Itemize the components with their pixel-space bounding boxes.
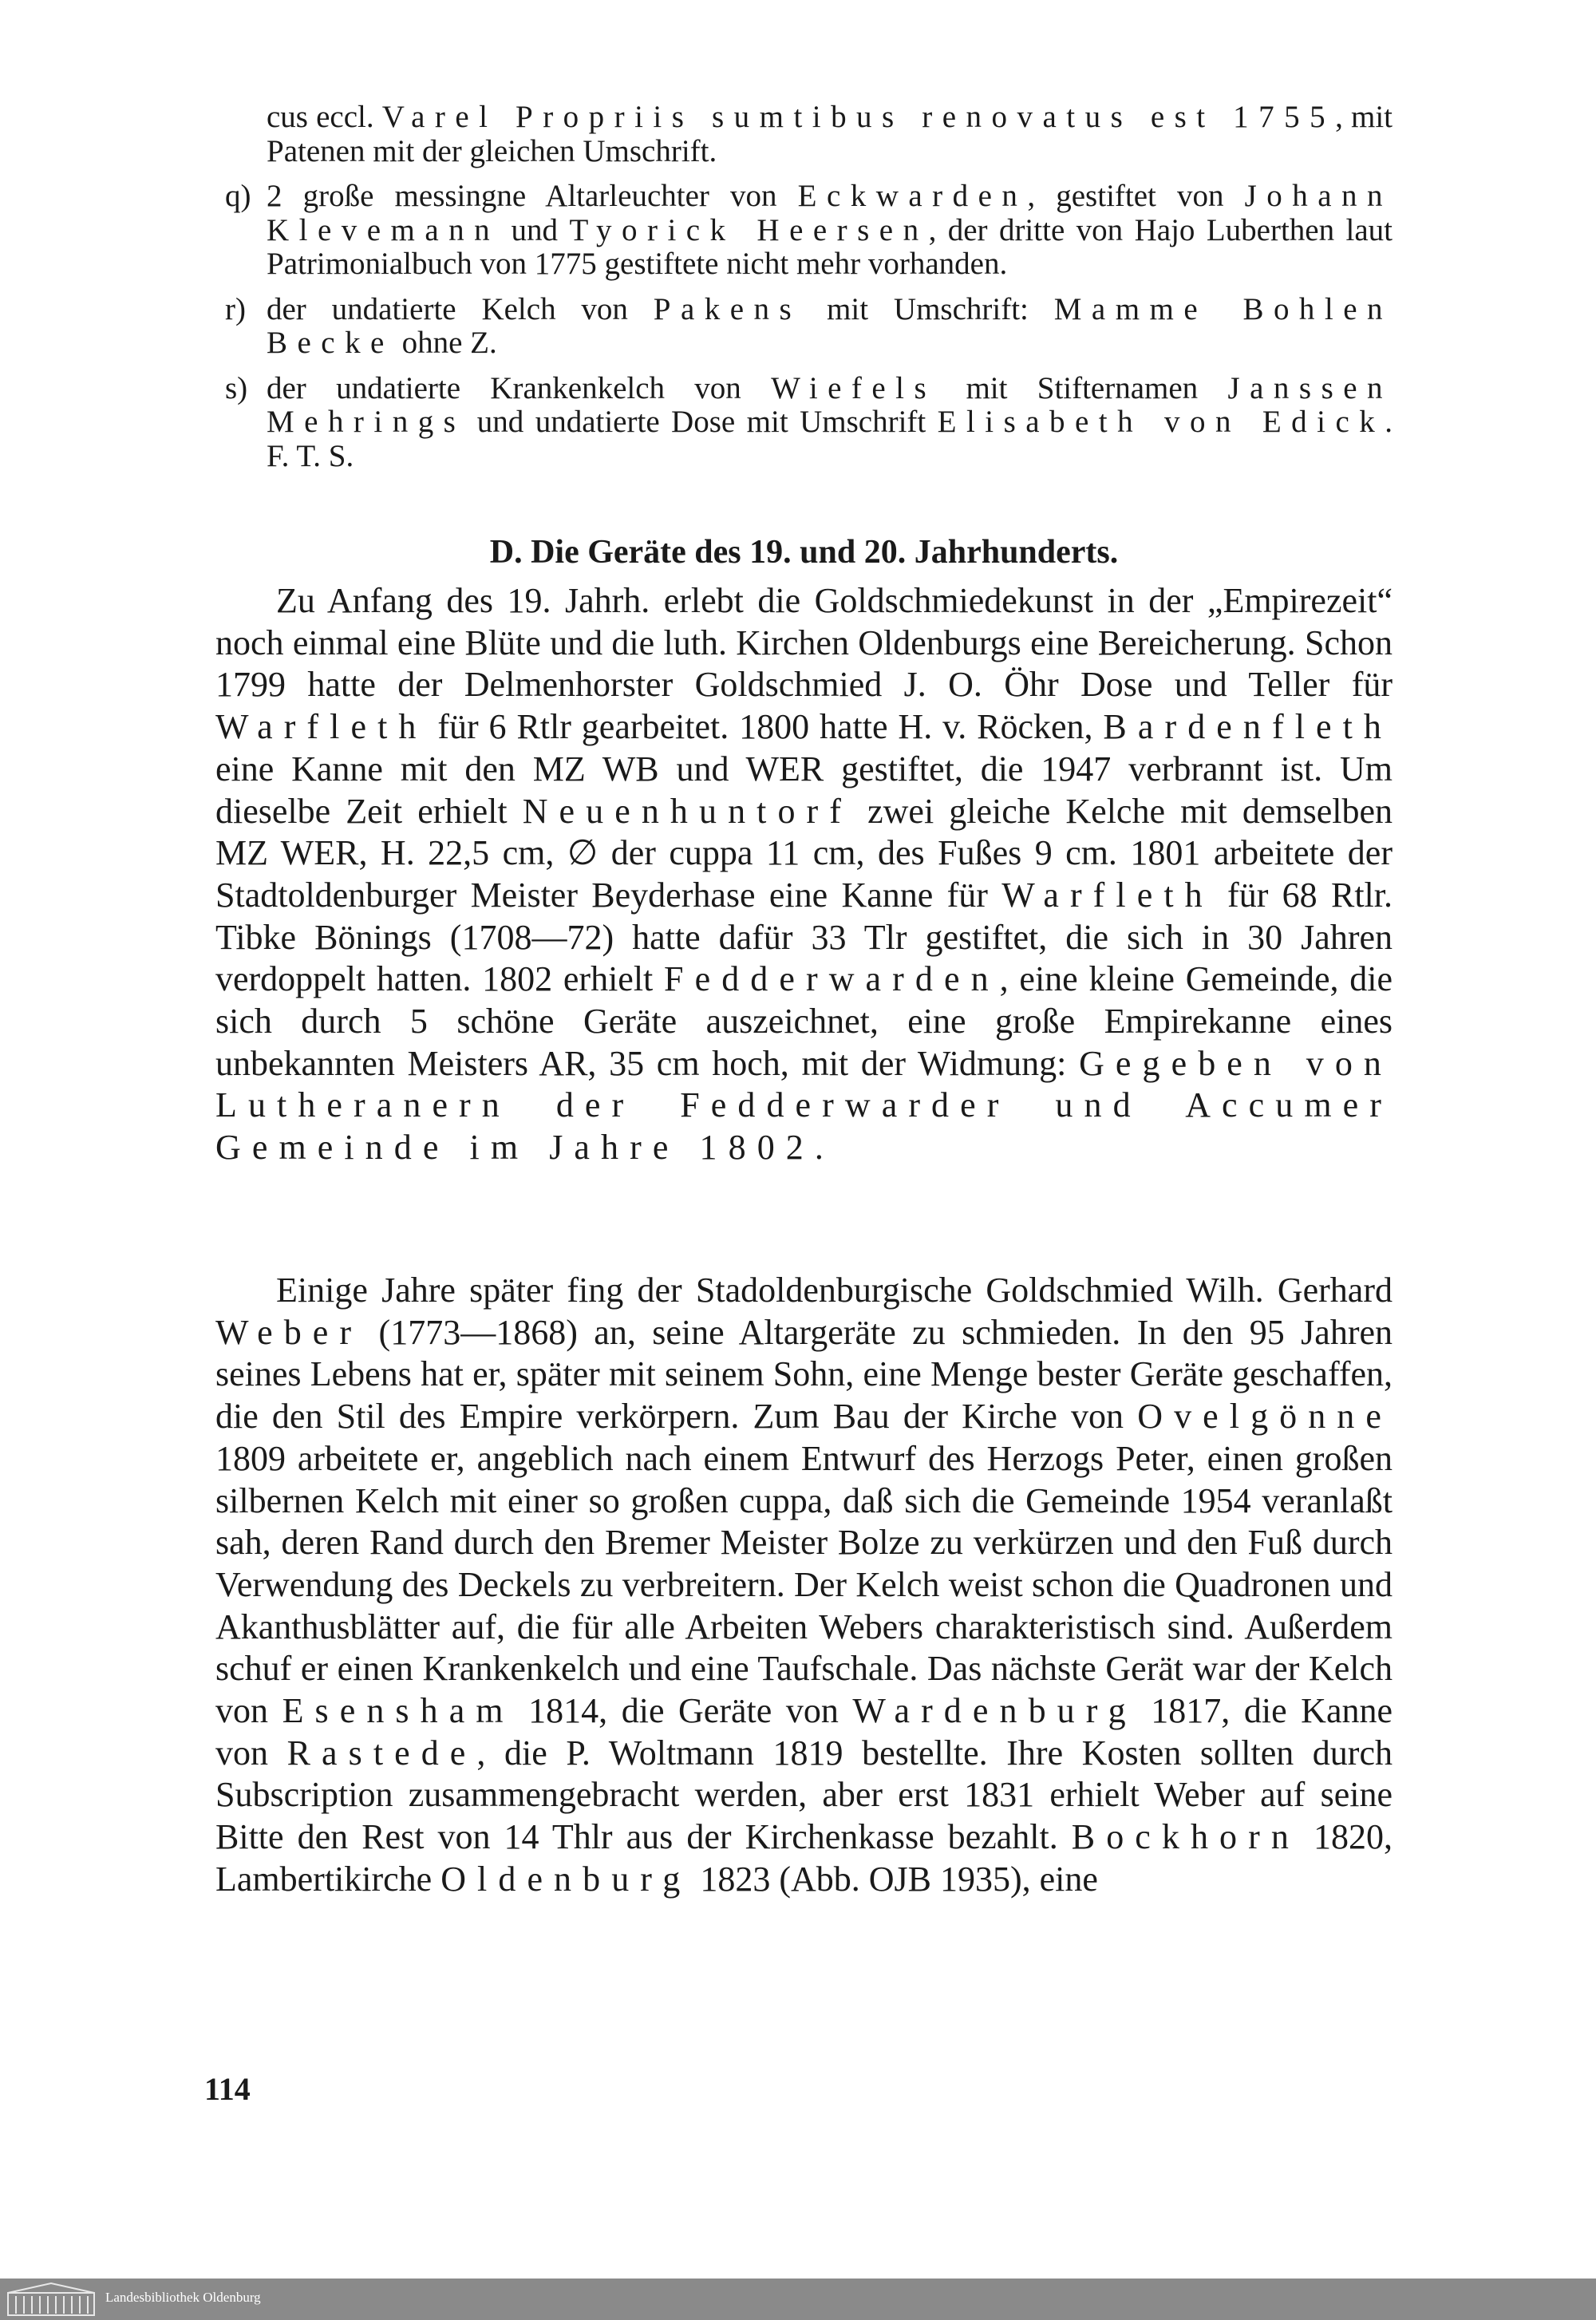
paragraph-1-text: Zu Anfang des 19. Jahrh. erlebt die Goldschmiedekunst in der „Empirezeit“ noch einmal eine Blüte und die luth. Kirchen Oldenburgs eine Bereicherung. Schon 1799 hatte der Delmenhorster Goldschmied J. O. Öhr Dose und Teller für Warfleth für 6 Rtlr gearbeitet. 1800 hatte H. v. Röcken, Bardenfleth eine Kanne mit den MZ WB und WER gestiftet, die 1947 verbrannt ist. Um dieselbe Zeit erhielt Neuenhuntorf zwei gleiche Kelche mit demselben MZ WER, H. 22,5 cm, ∅ der cuppa 11 cm, des Fußes 9 cm. 1801 arbeitete der Stadtoldenburger Meister Beyderhase eine Kanne für Warfleth für 68 Rtlr. Tibke Bönings (1708—72) hatte dafür 33 Tlr gestiftet, die sich in 30 Jahren verdoppelt hatten. 1802 erhielt Fedderwarden, eine kleine Gemeinde, die sich durch 5 schöne Geräte auszeichnet, eine große Empirekanne eines unbekannten Meisters AR, 35 cm hoch, mit der Widmung: Gegeben von Lutheranern der Fedderwarder und Accumer Gemeinde im Jahre 1802. [215,581,1393,1168]
list-item-marker: r) [225,291,246,326]
inventory-list [215,101,1393,484]
list-item-text: der undatierte Krankenkelch von Wiefels mit Stifternamen Janssen Mehrings und undatierte Dose mit Umschrift Elisabeth von Edick. F. T. S. [267,370,1393,473]
library-footer-bar [0,2279,1596,2320]
list-item [215,180,1393,282]
page-number: 114 [204,2071,251,2107]
list-item [215,101,1393,168]
section-heading: D. Die Geräte des 19. und 20. Jahrhunderts. [489,534,1119,571]
footer-library-name: Landesbibliothek Oldenburg [105,2290,261,2305]
paragraph-2 [215,1270,1393,1901]
list-item-marker: s) [225,370,248,405]
paragraph-1 [215,580,1393,1169]
list-item [215,372,1393,474]
paragraph-2-text: Einige Jahre später fing der Stadoldenburgische Goldschmied Wilh. Gerhard Weber (1773—1868) an, seine Altargeräte zu schmieden. In den 95 Jahren seines Lebens hat er, später mit seinem Sohn, eine Menge bester Geräte geschaffen, die den Stil des Empire verkörpern. Zum Bau der Kirche von Ovelgönne 1809 arbeitete er, angeblich nach einem Entwurf des Herzogs Peter, einen großen silbernen Kelch mit einer so großen cuppa, daß sich die Gemeinde 1954 veranlaßt sah, deren Rand durch den Bremer Meister Bolze zu verkürzen und den Fuß durch Verwendung des Deckels zu verbreitern. Der Kelch weist schon die Quadronen und Akanthusblätter auf, die für alle Arbeiten Webers charakteristisch sind. Außerdem schuf er einen Krankenkelch und eine Taufschale. Das nächste Gerät war der Kelch von Esensham 1814, die Geräte von Wardenburg 1817, die Kanne von Rastede, die P. Woltmann 1819 bestellte. Ihre Kosten sollten durch Subscription zusammengebracht werden, aber erst 1831 erhielt Weber auf seine Bitte den Rest von 14 Thlr aus der Kirchenkasse bezahlt. Bockhorn 1820, Lambertikirche Oldenburg 1823 (Abb. OJB 1935), eine [215,1271,1393,1899]
list-item [215,293,1393,361]
list-item-text: cus eccl. Varel Propriis sumtibus renovatus est 1755, mit Patenen mit der gleichen Umschrift. [267,100,1393,168]
library-building-icon [6,2282,96,2317]
list-item-text: der undatierte Kelch von Pakens mit Umschrift: Mamme Bohlen Becke ohne Z. [267,291,1393,360]
list-item-marker: q) [225,179,251,213]
list-item-text: 2 große messingne Altarleuchter von Eckwarden, gestiftet von Johann Klevemann und Tyorick Heersen, der dritte von Hajo Luberthen laut Patrimonialbuch von 1775 gestiftete nicht mehr vorhanden. [267,179,1393,281]
